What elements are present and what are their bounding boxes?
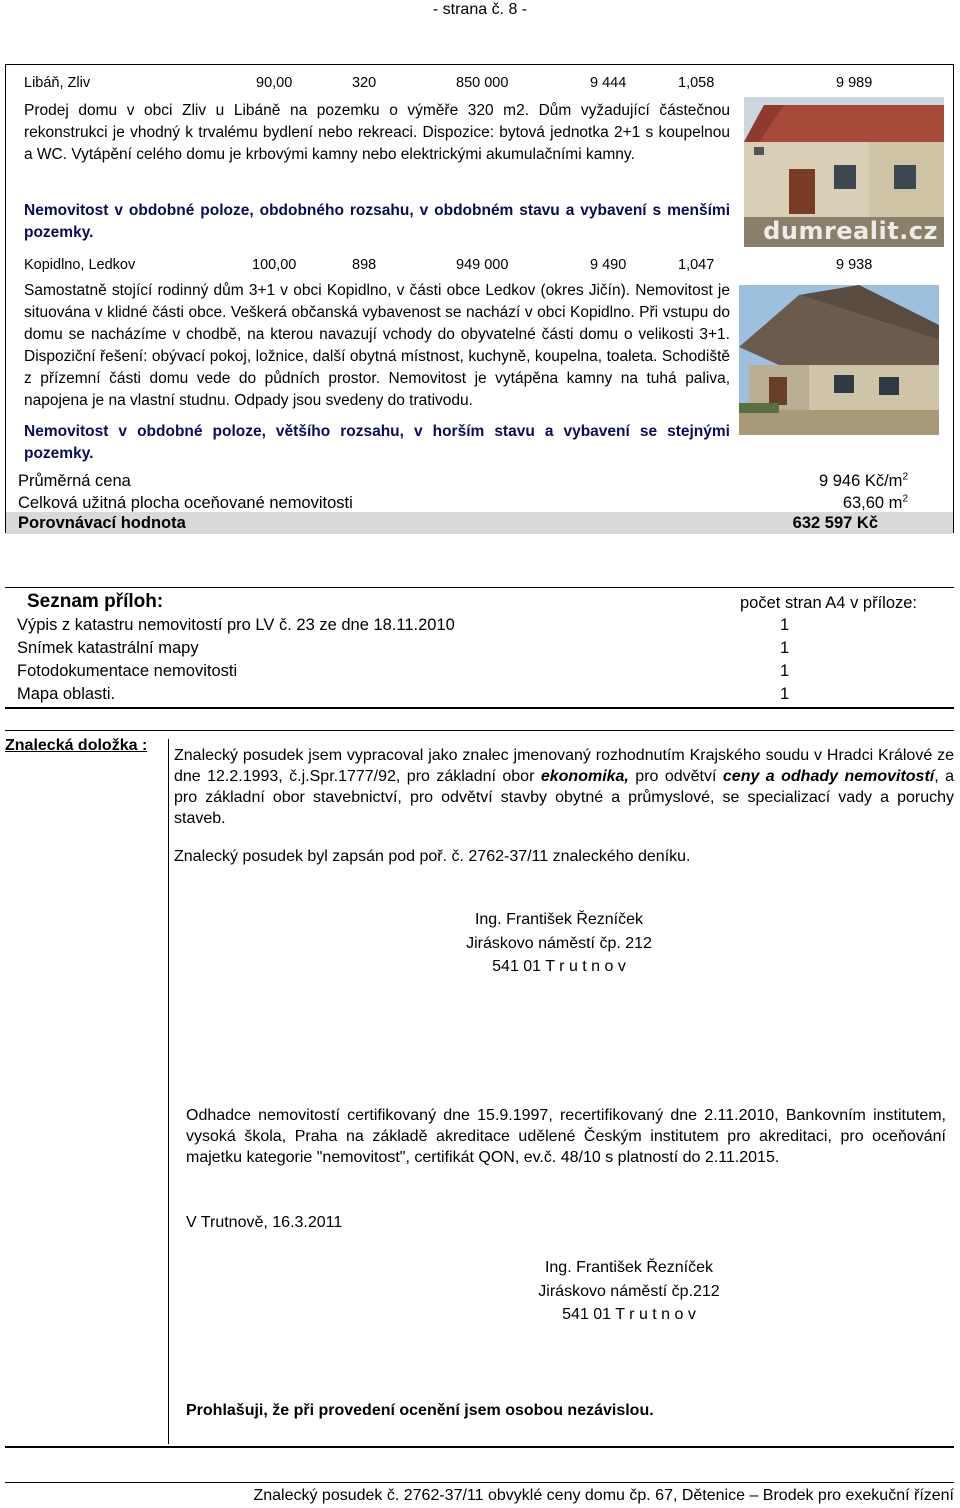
- comparative-value-label: Porovnávací hodnota: [18, 514, 186, 532]
- area-unit-sup: 2: [902, 493, 908, 505]
- signer-address: Jiráskovo náměstí čp. 212: [466, 934, 652, 952]
- appointment-paragraph: [174, 745, 954, 829]
- comparative-value-amount: 632 597 Kč: [792, 514, 878, 532]
- price-value: 949 000: [456, 257, 509, 273]
- area-value: 90,00: [256, 75, 293, 91]
- appointment-text-1: Znalecký posudek jsem vypracoval jako znalec jmenovaný rozhodnutím Krajského soudu v Hradci Králové ze dne 12.2.1993, č.j.Spr.1777/92, pro základní obor: [174, 747, 954, 785]
- attachment-name: Fotodokumentace nemovitosti: [17, 662, 238, 680]
- signer-name: Ing. František Řezníček: [544, 1259, 714, 1276]
- adjusted-price: 9 989: [836, 75, 873, 91]
- signer-name: Ing. František Řezníček: [474, 911, 644, 928]
- average-price-value: [819, 470, 908, 492]
- attachment-item: [17, 660, 947, 683]
- location: Kopidlno, Ledkov: [24, 257, 136, 273]
- property-photo-2: [739, 285, 939, 435]
- field-real-estate: ceny a odhady nemovitostí: [722, 768, 935, 785]
- attachment-name: Výpis z katastru nemovitostí pro LV č. 23 ze dne 18.11.2010: [17, 616, 455, 634]
- summary-average-price: [6, 470, 953, 492]
- price-value: 850 000: [456, 75, 509, 91]
- area-label: Celková užitná plocha oceňované nemovitosti: [18, 494, 353, 512]
- plot-value: 898: [352, 257, 377, 273]
- coefficient: 1,058: [678, 75, 715, 91]
- coefficient: 1,047: [678, 257, 715, 273]
- place-date: V Trutnově, 16.3.2011: [186, 1214, 343, 1231]
- certification-paragraph: Odhadce nemovitostí certifikovaný dne 15.9.1997, recertifikovaný dne 2.11.2010, Bankovním institutem, vysoká škola, Praha na základě akreditace udělené Českým institutem pro akreditaci, pro oceňování majetku kategorie "nemovitost", certifikát QON, ev.č. 48/10 s platností do 2.11.2015.: [186, 1107, 946, 1166]
- expert-clause-label: Znalecká doložka :: [5, 737, 148, 754]
- adjusted-price: 9 938: [836, 257, 873, 273]
- signer-city: 541 01 T r u t n o v: [492, 958, 626, 975]
- attachment-pages: 1: [780, 662, 790, 680]
- attachment-item: [17, 683, 947, 706]
- attachment-pages: 1: [780, 639, 790, 657]
- comparison-conclusion-2: Nemovitost v obdobné poloze, většího rozsahu, v horším stavu a vybavení se stejnými pozemky.: [24, 423, 730, 462]
- plot-value: 320: [352, 75, 377, 91]
- attachments-title: Seznam příloh:: [27, 591, 164, 612]
- average-price-label: Průměrná cena: [18, 472, 131, 490]
- attachment-pages: 1: [780, 616, 790, 634]
- attachment-item: [17, 614, 947, 637]
- attachment-name: Mapa oblasti.: [17, 685, 116, 703]
- location: Libáň, Zliv: [24, 75, 91, 91]
- footer-divider: [5, 1482, 954, 1483]
- page-number: - strana č. 8 -: [432, 1, 528, 18]
- comparison-conclusion-1: Nemovitost v obdobné poloze, obdobného rozsahu, v obdobném stavu a vybavení s menšími pozemky.: [24, 202, 730, 241]
- attachment-pages: 1: [780, 685, 790, 703]
- unit-price: 9 490: [590, 257, 627, 273]
- expert-clause-section: [5, 730, 954, 1448]
- appointment-text-3: , a pro základní obor stavebnictví, pro odvětví stavby obytné a průmyslové, se specializací vady a poruchy staveb.: [174, 768, 955, 827]
- page-footer: Znalecký posudek č. 2762-37/11 obvyklé ceny domu čp. 67, Dětenice – Brodek pro exekuční řízení: [253, 1487, 954, 1504]
- appointment-text-2: pro odvětví: [628, 768, 723, 785]
- unit-price: 9 444: [590, 75, 627, 91]
- area-amount: 63,60 m: [842, 494, 903, 512]
- comparison-description-2: Samostatně stojící rodinný dům 3+1 v obci Kopidlno, v části obce Ledkov (okres Jičín). Nemovitost je situována v klidné části obce. Veškerá občanská vybavenost se nachází v obci Kopidlno. Při vstupu do domu se nacházíme v chodbě, na kterou navazují vchody do obyvatelné části domu o velikosti 3+1. Dispoziční řešení: obývací pokoj, ložnice, další obytná místnost, kuchyně, koupelna, toaleta. Schodiště z přízemní části domu vede do půdních prostor. Nemovitost je vytápěna kamny na tuhá paliva, napojena je na vlastní studnu. Odpady jsou svedeny do trativodu.: [24, 282, 730, 409]
- signature-block-1: [399, 908, 719, 979]
- independence-declaration: Prohlašuji, že při provedení ocenění jsem osobou nezávislou.: [186, 1402, 654, 1419]
- average-price-unit-sup: 2: [902, 471, 908, 483]
- watermark-text: dumrealit.cz: [763, 217, 938, 245]
- attachments-section: [5, 587, 954, 709]
- signer-address: Jiráskovo náměstí čp.212: [538, 1282, 720, 1300]
- signer-city: 541 01 T r u t n o v: [562, 1306, 696, 1323]
- average-price-amount: 9 946 Kč/m: [818, 472, 903, 490]
- summary-area: [6, 492, 953, 514]
- summary-comparative-value: [6, 512, 953, 534]
- attachment-name: Snímek katastrální mapy: [17, 639, 199, 657]
- comparison-block: [5, 64, 954, 533]
- property-photo-1: [744, 97, 944, 247]
- signature-block-2: [469, 1256, 789, 1327]
- area-value: 100,00: [252, 257, 297, 273]
- attachment-item: [17, 637, 947, 660]
- field-economics: ekonomika,: [540, 768, 629, 785]
- registration-paragraph: Znalecký posudek byl zapsán pod poř. č. 2762-37/11 znaleckého deníku.: [174, 848, 691, 865]
- area-value: [843, 492, 908, 514]
- comparison-description-1: Prodej domu v obci Zliv u Libáně na pozemku o výměře 320 m2. Dům vyžadující částečnou rekonstrukci je vhodný k trvalému bydlení nebo rekreaci. Dispozice: bytová jednotka 2+1 s koupelnou a WC. Vytápění celého domu je krbovými kamny nebo elektrickými akumulačními kamny.: [24, 102, 730, 163]
- house-photo-2: [739, 285, 939, 435]
- expert-clause-body: [168, 739, 955, 1444]
- attachments-pages-header: počet stran A4 v příloze:: [740, 594, 918, 612]
